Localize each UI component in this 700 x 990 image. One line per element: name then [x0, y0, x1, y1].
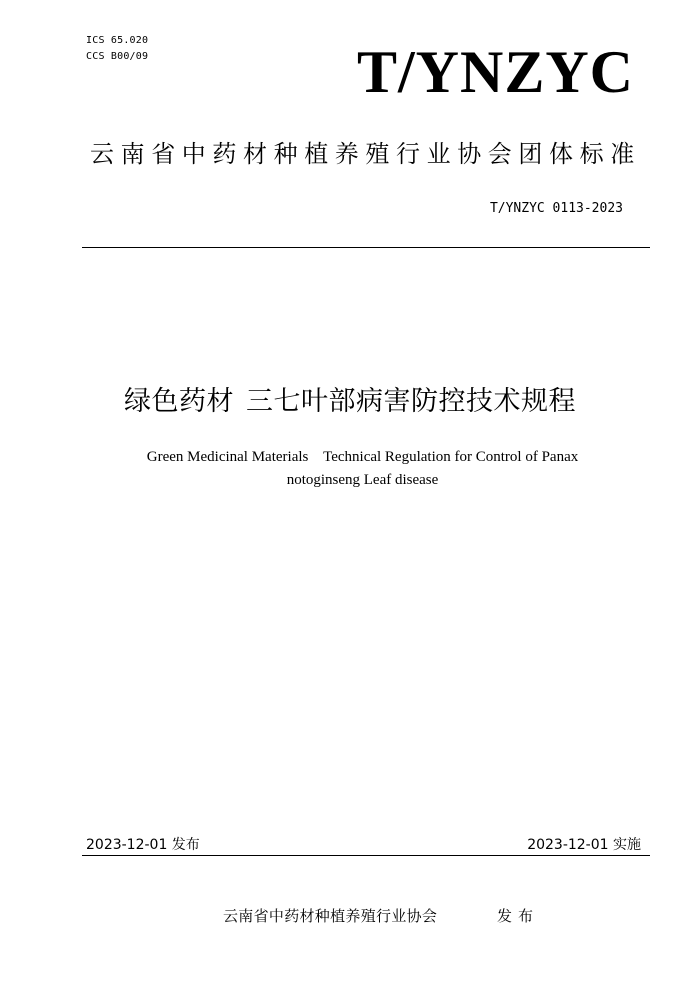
- ccs-code: CCS B00/09: [86, 51, 149, 62]
- footer-publish: 发布: [497, 907, 540, 925]
- implementation-date: 2023-12-01 实施: [527, 837, 641, 853]
- bottom-divider: [82, 855, 650, 856]
- title-english-line1: Green Medicinal Materials Technical Regulation for Control of Panax: [146, 449, 579, 465]
- footer-association: 云南省中药材种植养殖行业协会: [223, 907, 438, 925]
- title-english-line2: notoginseng Leaf disease: [286, 472, 439, 488]
- title-chinese-part1: 绿色药材: [124, 386, 234, 417]
- title-chinese-part2: 三七叶部病害防控技术规程: [246, 386, 576, 417]
- association-standard-heading: 云南省中药材种植养殖行业协会团体标准: [90, 140, 641, 168]
- issue-date: 2023-12-01 发布: [86, 837, 200, 853]
- ics-code: ICS 65.020: [86, 35, 149, 46]
- standard-number: T/YNZYC 0113-2023: [489, 201, 623, 216]
- top-divider: [82, 247, 650, 248]
- standard-logo: T/YNZYC: [356, 39, 634, 105]
- title-chinese: [0, 388, 700, 415]
